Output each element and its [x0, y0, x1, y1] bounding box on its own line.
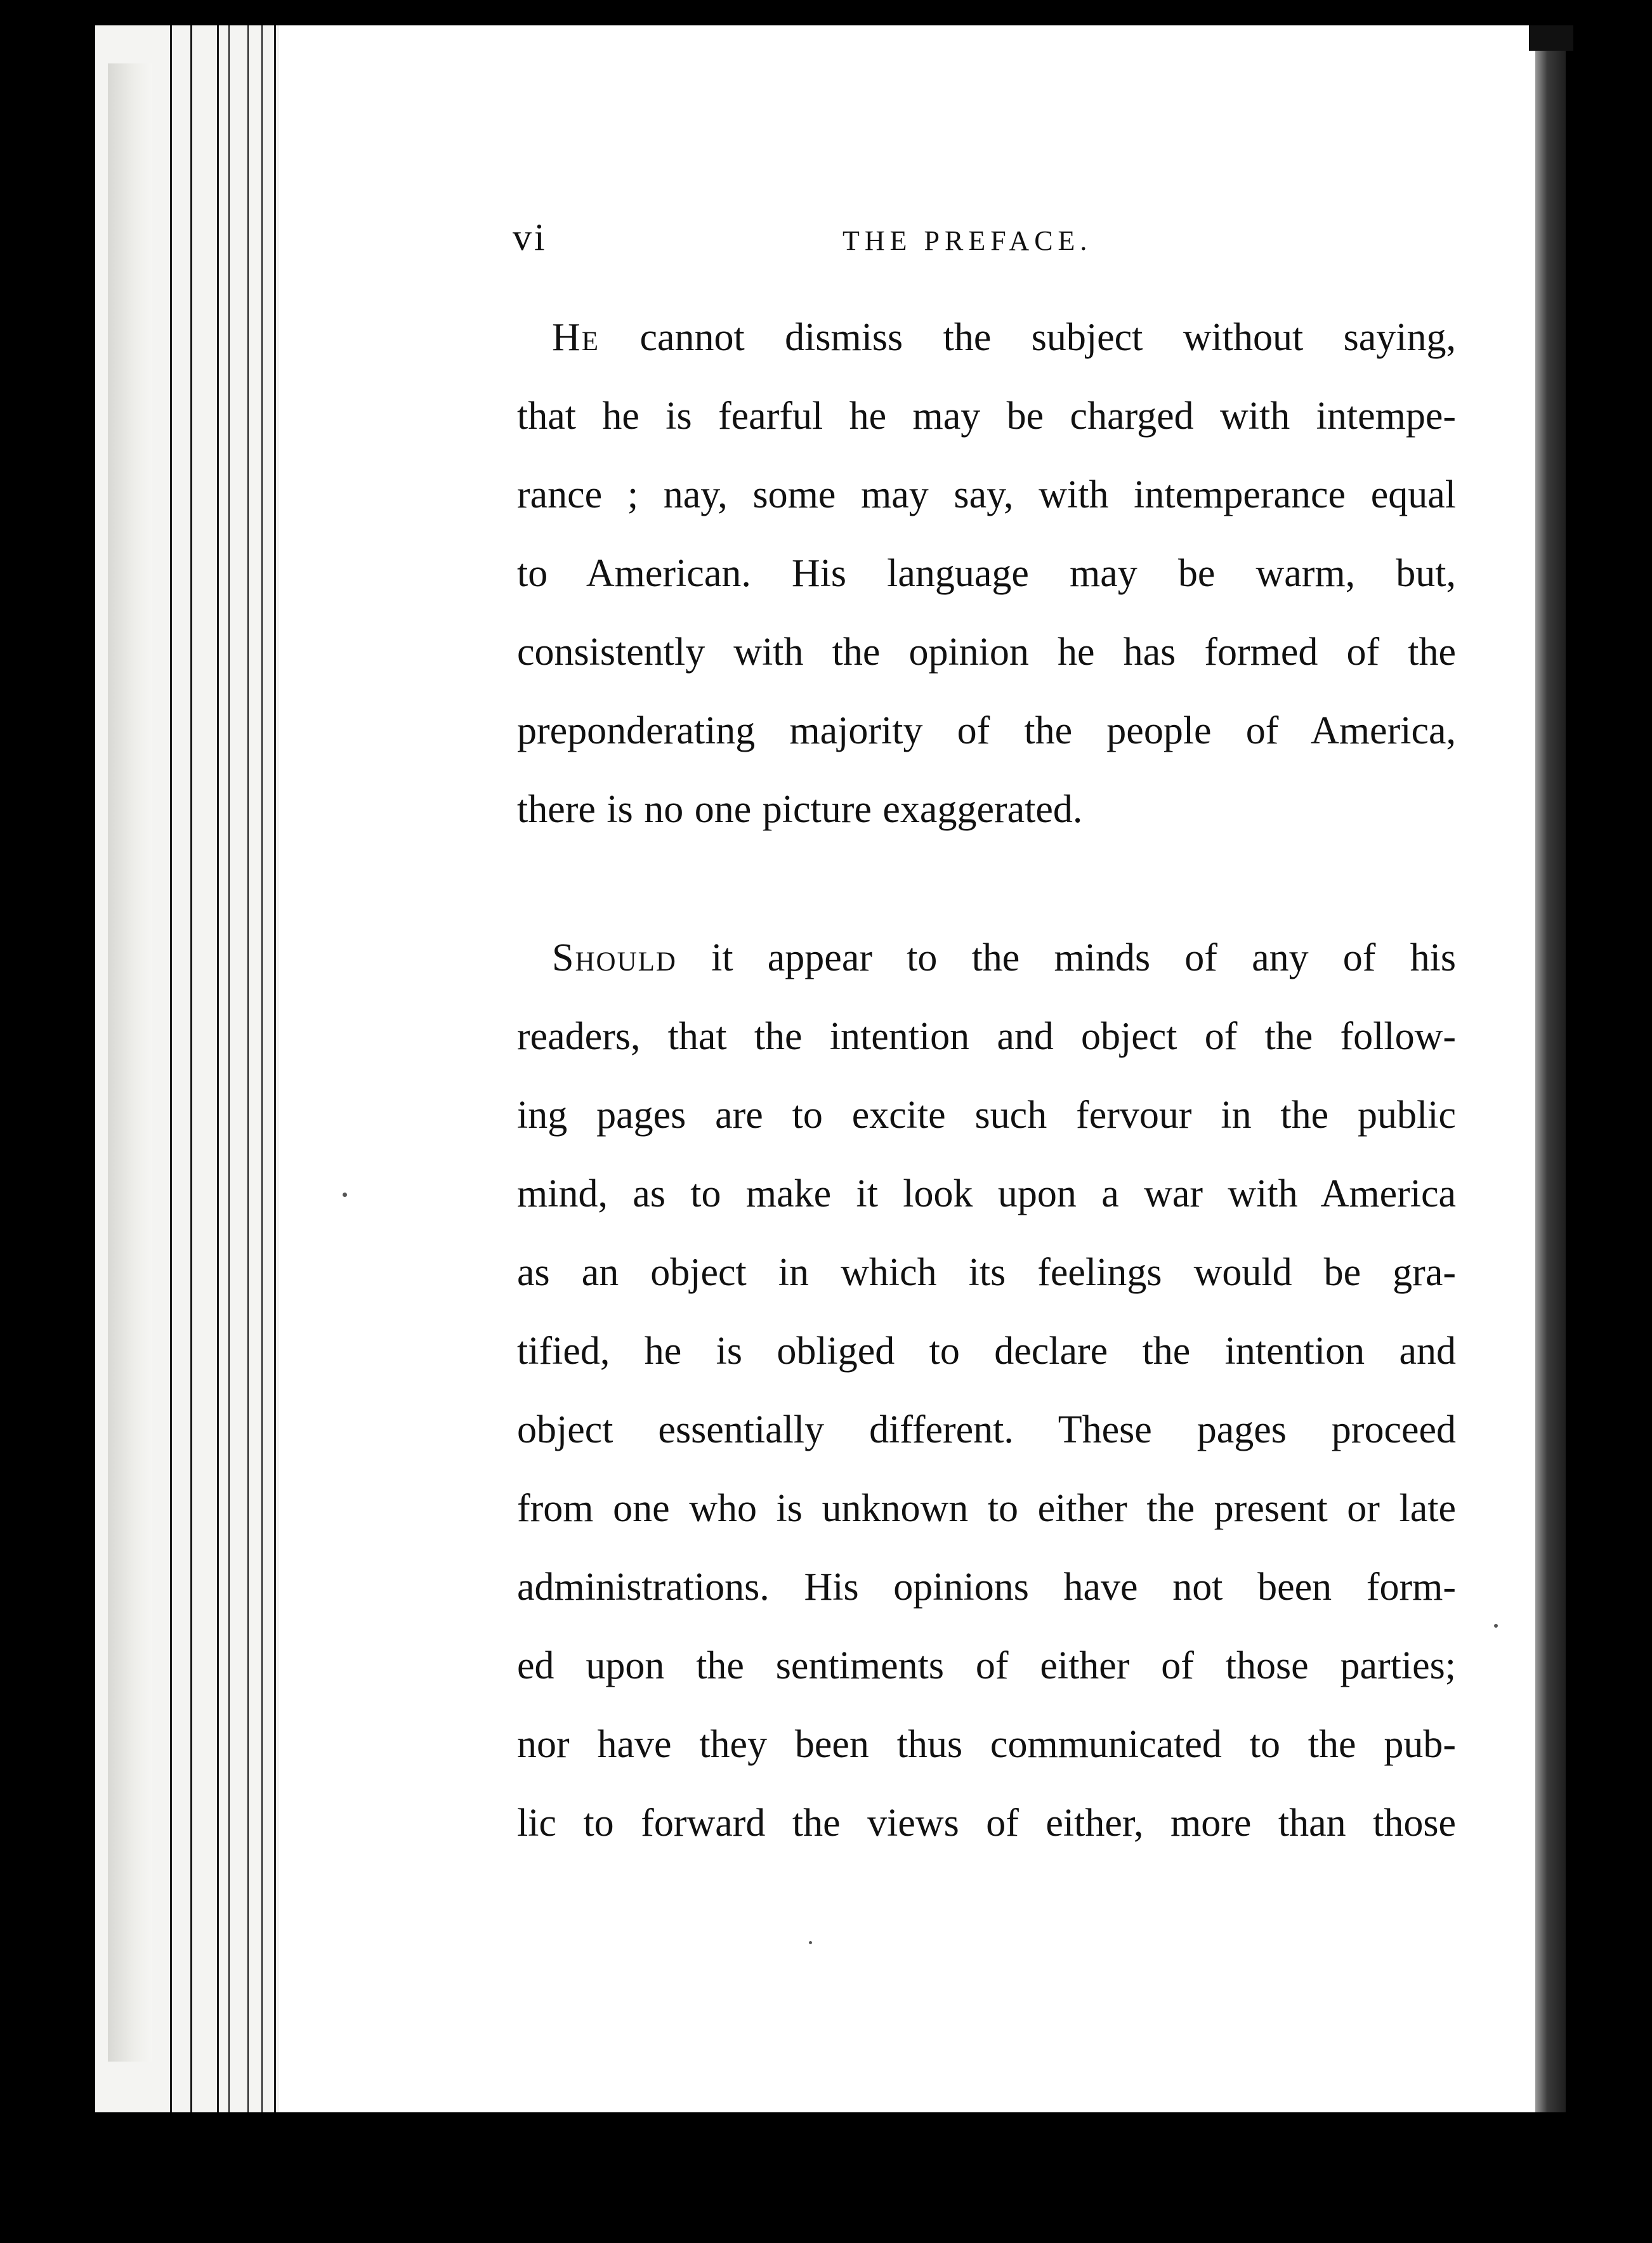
text-line: there is no one picture exaggerated.: [517, 788, 1083, 831]
page-number: vi: [513, 216, 547, 258]
scan-speck: [1494, 1624, 1498, 1628]
scan-speck: [343, 1193, 347, 1197]
page-edge-line: [217, 25, 219, 2112]
text-line: mind, as to make it look upon a war with America: [517, 1172, 1456, 1215]
paragraph-2: [517, 919, 1456, 1862]
text-line: to American. His language may be warm, but,: [517, 552, 1456, 595]
text-line: lic to forward the views of either, more than those: [517, 1802, 1456, 1845]
text-line: as an object in which its feelings would be gra-: [517, 1251, 1456, 1294]
text-line: ing pages are to excite such fervour in the public: [517, 1094, 1456, 1137]
page-edge-line: [274, 25, 276, 2112]
text-line: nor have they been thus communicated to the pub-: [517, 1723, 1456, 1766]
text-line: that he is fearful he may be charged with intempe-: [517, 395, 1456, 438]
text-line: administrations. His opinions have not been form-: [517, 1566, 1456, 1609]
paragraph-lead-word: Should: [552, 936, 677, 979]
page-gutter-shadow: [1535, 25, 1566, 2112]
page-edge-line: [190, 25, 192, 2112]
scan-speck: [809, 1941, 812, 1944]
paragraph-lead-word: He: [552, 316, 600, 359]
text-line: ed upon the sentiments of either of those parties;: [517, 1644, 1456, 1687]
page-edge-shading: [108, 63, 152, 2062]
text-line: He cannot dismiss the subject without saying,: [552, 316, 1456, 359]
text-line: preponderating majority of the people of America,: [517, 709, 1456, 752]
page-edge-line: [170, 25, 172, 2112]
page-edge-line: [228, 25, 230, 2112]
text-line: from one who is unknown to either the present or late: [517, 1487, 1456, 1530]
running-title: THE PREFACE.: [842, 225, 1092, 256]
text-line: object essentially different. These pages proceed: [517, 1408, 1456, 1451]
text-line: tified, he is obliged to declare the intention and: [517, 1330, 1456, 1373]
paragraph-1: [517, 298, 1456, 849]
page-edge-line: [247, 25, 249, 2112]
text-line: readers, that the intention and object of the follow-: [517, 1015, 1456, 1058]
text-line: rance ; nay, some may say, with intemperance equal: [517, 473, 1456, 516]
gutter-top-shadow: [1529, 25, 1573, 51]
text-line: Should it appear to the minds of any of his: [552, 936, 1456, 979]
running-header: [513, 216, 1432, 273]
book-page-edges: [95, 25, 279, 2112]
text-line: consistently with the opinion he has formed of the: [517, 631, 1456, 674]
page-edge-line: [261, 25, 263, 2112]
scan-bottom-band: [0, 2112, 1652, 2243]
